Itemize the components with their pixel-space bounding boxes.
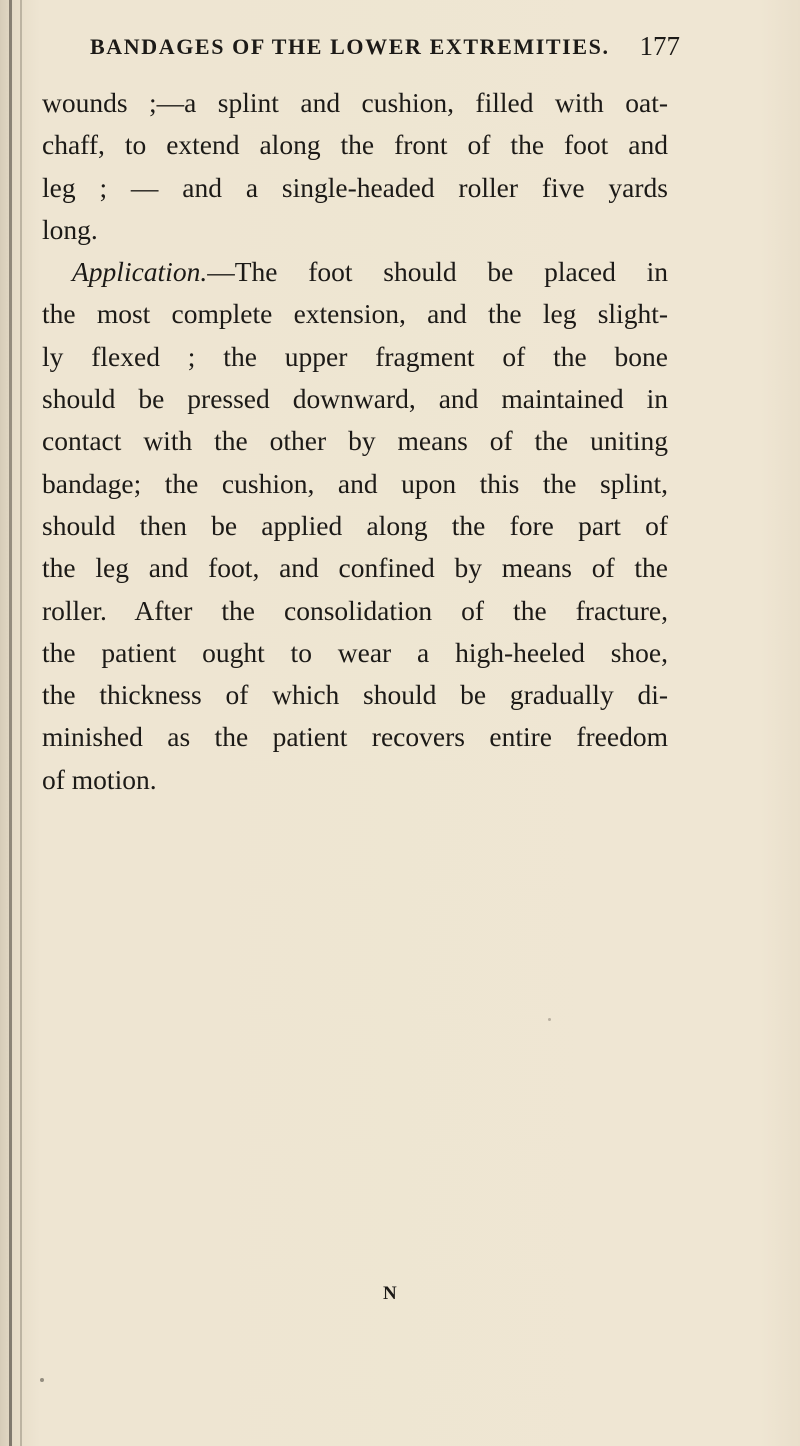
text-line: leg ; — and a single-headed roller five yards xyxy=(42,171,668,203)
text-line: wounds ;—a splint and cushion, filled with oat- xyxy=(42,87,668,118)
text-line: should then be applied along the fore part of xyxy=(42,509,668,541)
text-line: the patient ought to wear a high-heeled shoe, xyxy=(42,636,668,668)
text-line: minished as the patient recovers entire freedom xyxy=(42,721,668,753)
text-line: contact with the other by means of the uniting xyxy=(42,425,668,457)
binding-gutter-shadow xyxy=(9,0,12,1446)
text-line: roller. After the consolidation of the fracture, xyxy=(42,594,668,626)
ink-speck xyxy=(548,1018,551,1021)
text-line: long. xyxy=(42,213,98,245)
text-line: bandage; the cushion, and upon this the splint, xyxy=(42,467,668,499)
text-line: the thickness of which should be gradually di- xyxy=(42,679,668,711)
text-line: chaff, to extend along the front of the foot and xyxy=(42,129,668,161)
application-first-line-rest: —The foot should be placed in xyxy=(207,256,668,288)
signature-mark: N xyxy=(383,1283,398,1304)
application-paragraph-first-line xyxy=(42,251,668,293)
running-head: BANDAGES OF THE LOWER EXTREMITIES. xyxy=(90,34,610,59)
text-line: ly flexed ; the upper fragment of the bone xyxy=(42,340,668,372)
text-line: the most complete extension, and the leg slight- xyxy=(42,298,668,330)
application-label: Application. xyxy=(72,256,208,288)
page-header xyxy=(90,28,680,68)
text-line: should be pressed downward, and maintained in xyxy=(42,383,668,415)
binding-gutter-line xyxy=(20,0,22,1446)
text-line: the leg and foot, and confined by means of the xyxy=(42,552,668,584)
text-line: of motion. xyxy=(42,763,157,795)
ink-speck xyxy=(40,1378,44,1382)
page-number: 177 xyxy=(639,31,680,61)
body-text xyxy=(42,82,668,801)
